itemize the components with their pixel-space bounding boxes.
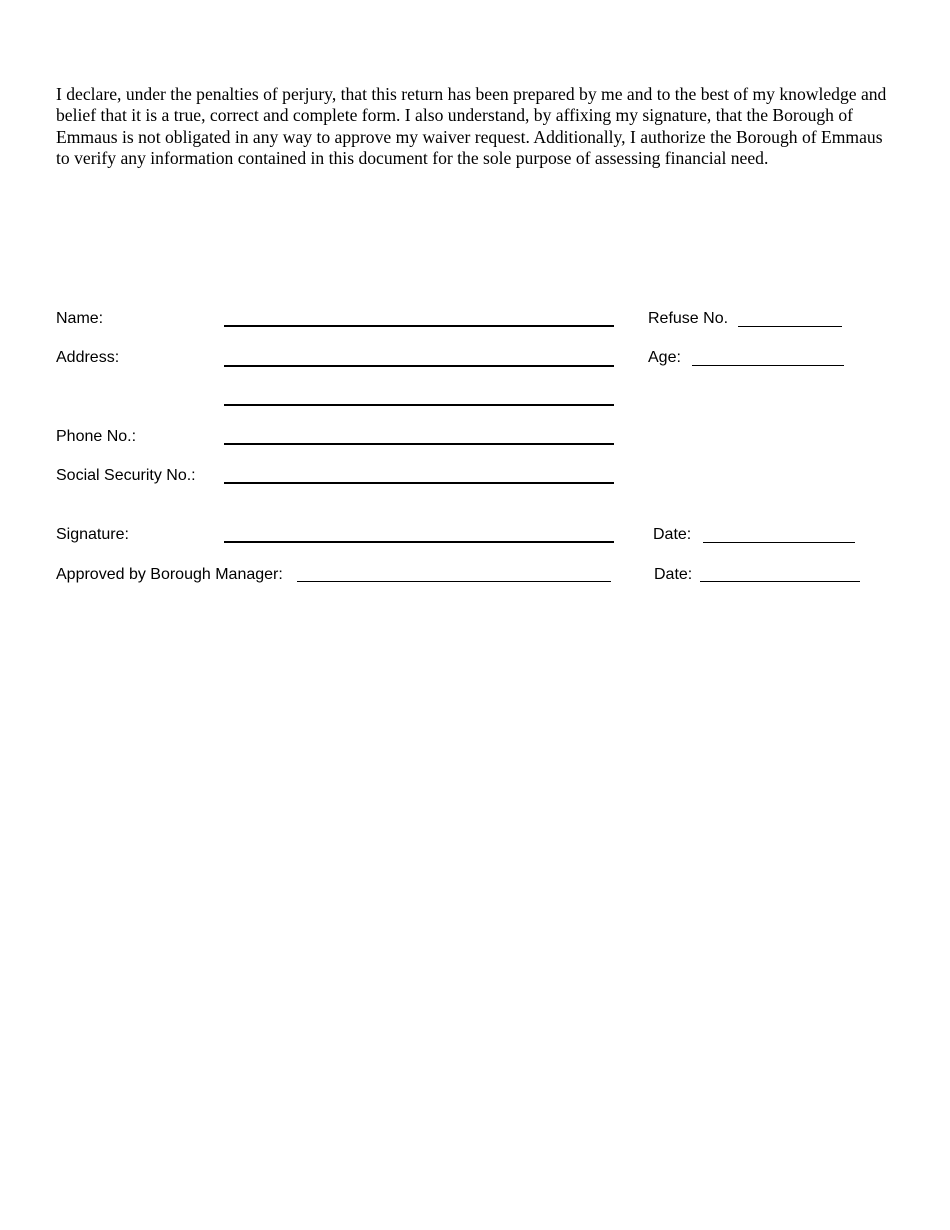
approved-date-label: Date: bbox=[654, 566, 693, 583]
name-label: Name: bbox=[56, 310, 104, 327]
approved-date-field[interactable] bbox=[700, 581, 860, 582]
phone-field[interactable] bbox=[224, 443, 614, 445]
phone-label: Phone No.: bbox=[56, 428, 137, 445]
ssn-field[interactable] bbox=[224, 482, 614, 484]
age-label: Age: bbox=[648, 349, 681, 366]
signature-label: Signature: bbox=[56, 526, 129, 543]
approved-by-label: Approved by Borough Manager: bbox=[56, 566, 283, 583]
refuse-no-label: Refuse No. bbox=[648, 310, 729, 327]
signature-field[interactable] bbox=[224, 541, 614, 543]
signature-date-label: Date: bbox=[653, 526, 692, 543]
address-label: Address: bbox=[56, 349, 120, 366]
address-field-line-2[interactable] bbox=[224, 404, 614, 406]
refuse-no-field[interactable] bbox=[738, 326, 842, 327]
age-field[interactable] bbox=[692, 365, 844, 366]
declaration-text: I declare, under the penalties of perjury, that this return has been prepared by me and to the best of my knowledge and belief that it is a true, correct and complete form. I also understand, by affixing my signature, that the Borough of Emmaus is not obligated in any way to approve my waiver request. Additionally, I authorize the Borough of Emmaus to verify any information contained in this document for the sole purpose of assessing financial need. bbox=[56, 84, 887, 169]
name-field[interactable] bbox=[224, 325, 614, 327]
approved-by-field[interactable] bbox=[297, 581, 611, 582]
address-field-line-1[interactable] bbox=[224, 365, 614, 367]
signature-date-field[interactable] bbox=[703, 542, 855, 543]
ssn-label: Social Security No.: bbox=[56, 467, 196, 484]
